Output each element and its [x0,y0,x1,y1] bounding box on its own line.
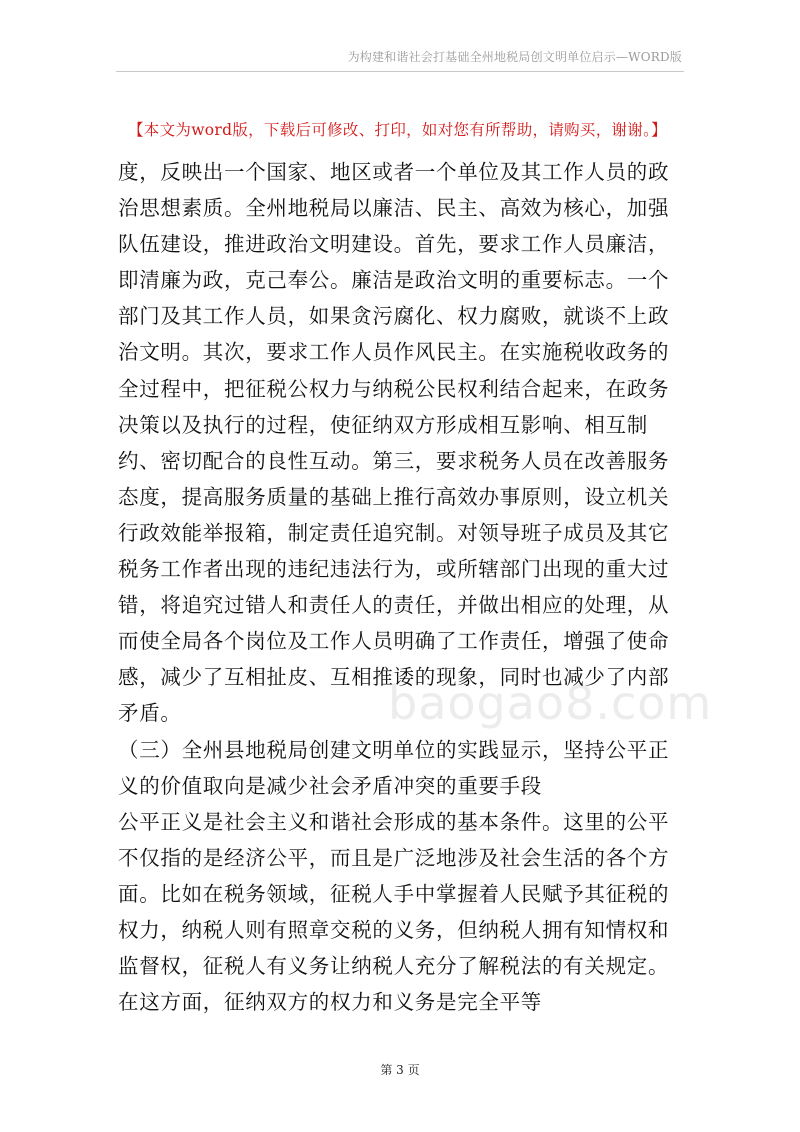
download-notice: 【本文为word版，下载后可修改、打印，如对您有所帮助，请购买，谢谢。】 [128,121,667,139]
watermark: baogao8.com [388,676,713,730]
header-divider [116,71,684,72]
document-body [118,154,688,1020]
section-subheading: （三）全州县地税局创建文明单位的实践显示，坚持公平正义的价值取向是减少社会矛盾冲突的重要手段 [118,737,670,798]
document-header-title: 为构建和谐社会打基础全州地税局创文明单位启示—WORD版 [347,50,682,64]
page-number: 第 3 页 [380,1063,420,1077]
body-paragraph-2: 公平正义是社会主义和谐社会形成的基本条件。这里的公平不仅指的是经济公平，而且是广泛地涉及社会生活的各个方面。比如在税务领域，征税人手中掌握着人民赋予其征税的权力，纳税人则有照章交税的义务，但纳税人拥有知情权和监督权，征税人有义务让纳税人充分了解税法的有关规定。在这方面，征纳双方的权力和义务是完全平等 [118,809,670,1015]
body-paragraph-1: 度，反映出一个国家、地区或者一个单位及其工作人员的政治思想素质。全州地税局以廉洁、民主、高效为核心，加强队伍建设，推进政治文明建设。首先，要求工作人员廉洁，即清廉为政，克己奉公。廉洁是政治文明的重要标志。一个部门及其工作人员，如果贪污腐化、权力腐败，就谈不上政治文明。其次，要求工作人员作风民主。在实施税收政务的全过程中，把征税公权力与纳税公民权利结合起来，在政务决策以及执行的过程，使征纳双方形成相互影响、相互制约、密切配合的良性互动。第三，要求税务人员在改善服务态度，提高服务质量的基础上推行高效办事原则，设立机关行政效能举报箱，制定责任追究制。对领导班子成员及其它税务工作者出现的违纪违法行为，或所辖部门出现的重大过错，将追究过错人和责任人的责任，并做出相应的处理，从而使全局各个岗位及工作人员明确了工作责任，增强了使命感，减少了互相扯皮、互相推诿的现象，同时也减少了内部矛盾。 [118,160,670,726]
